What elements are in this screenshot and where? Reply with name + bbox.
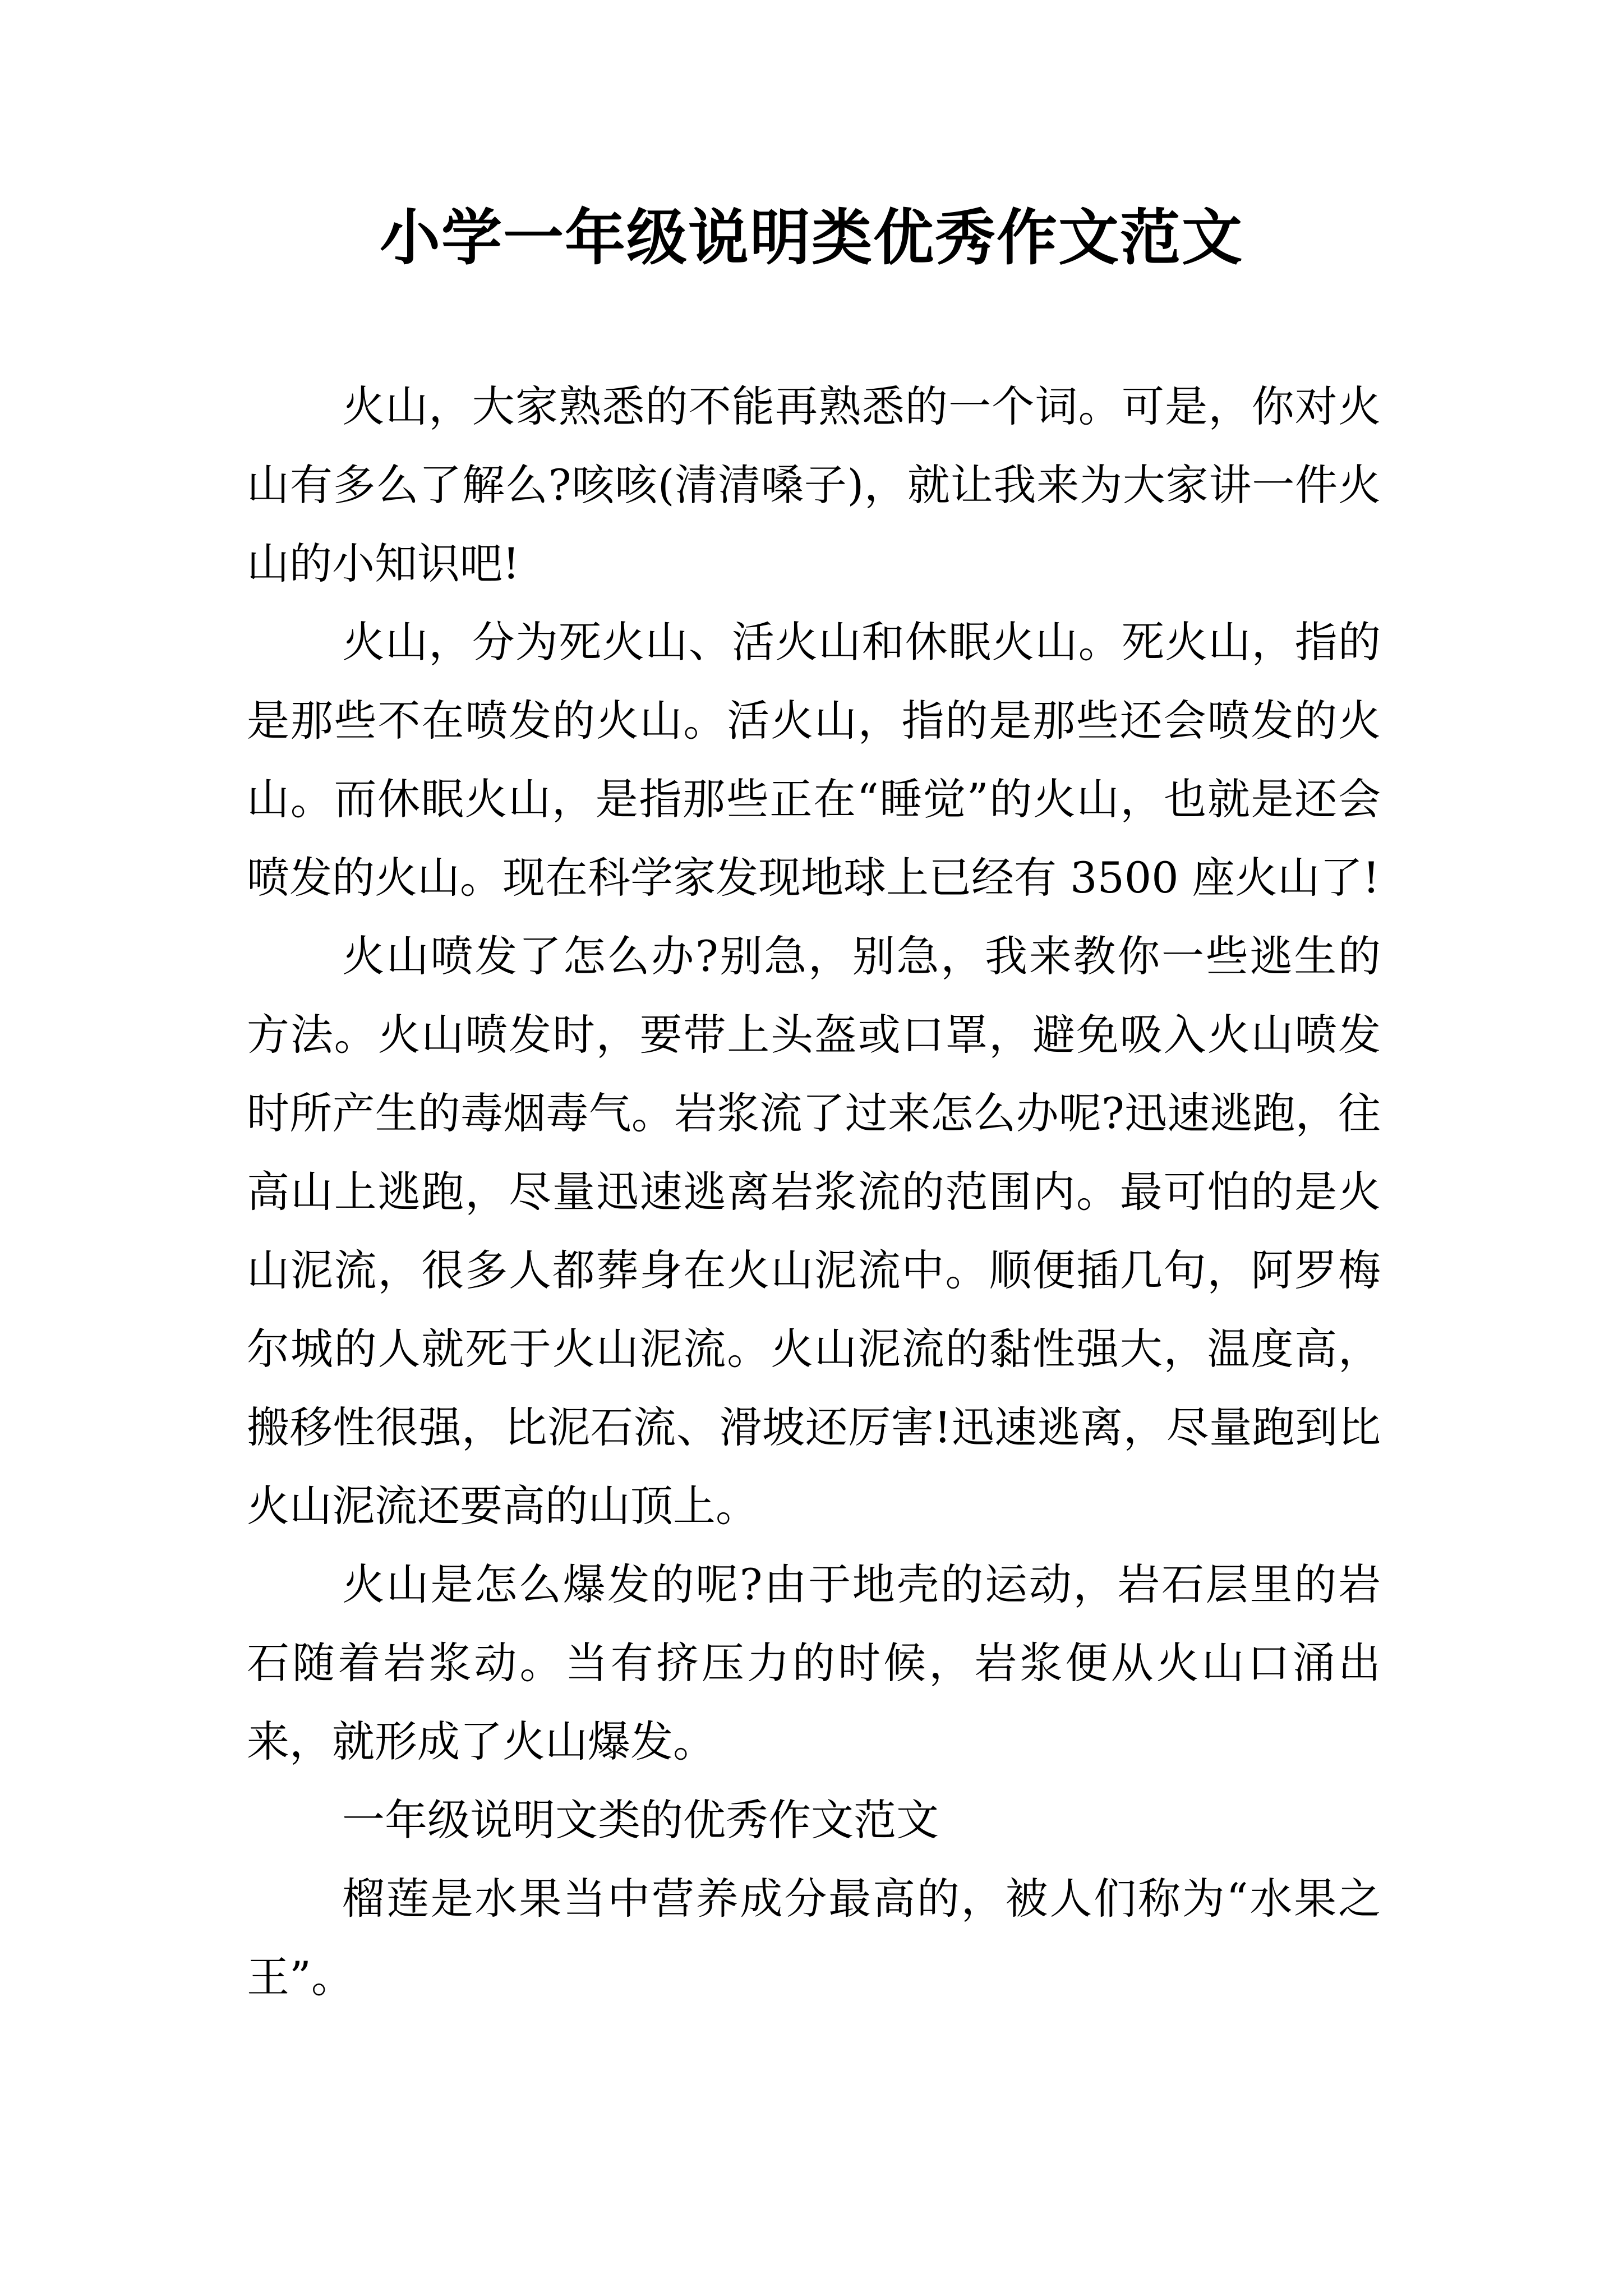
- paragraph-section-heading: 一年级说明文类的优秀作文范文: [342, 1795, 939, 1845]
- paragraph-volcano-types: 火山，分为死火山、活火山和休眠火山。死火山，指的是那些不在喷发的火山。活火山，指的是那些还会喷发的火山。而休眠火山，是指那些正在“睡觉”的火山，也就是还会喷发的火山。现在科学家发现地球上已经有 3500 座火山了!: [247, 617, 1381, 903]
- document-body: [247, 367, 1381, 2017]
- paragraph-volcano-escape: 火山喷发了怎么办?别急，别急，我来教你一些逃生的方法。火山喷发时，要带上头盔或口罩，避免吸入火山喷发时所产生的毒烟毒气。岩浆流了过来怎么办呢?迅速逃跑，往高山上逃跑，尽量迅速逃离岩浆流的范围内。最可怕的是火山泥流，很多人都葬身在火山泥流中。顺便插几句，阿罗梅尔城的人就死于火山泥流。火山泥流的黏性强大，温度高，搬移性很强，比泥石流、滑坡还厉害!迅速逃离，尽量跑到比火山泥流还要高的山顶上。: [247, 931, 1381, 1531]
- paragraph-volcano-intro: 火山，大家熟悉的不能再熟悉的一个词。可是，你对火山有多么了解么?咳咳(清清嗓子)，就让我来为大家讲一件火山的小知识吧!: [247, 381, 1381, 588]
- paragraph-volcano-cause: 火山是怎么爆发的呢?由于地壳的运动，岩石层里的岩石随着岩浆动。当有挤压力的时候，岩浆便从火山口涌出来，就形成了火山爆发。: [247, 1559, 1381, 1766]
- paragraph-durian: 榴莲是水果当中营养成分最高的，被人们称为“水果之王”。: [247, 1874, 1381, 2002]
- document-title: 小学一年级说明类优秀作文范文: [379, 203, 1243, 273]
